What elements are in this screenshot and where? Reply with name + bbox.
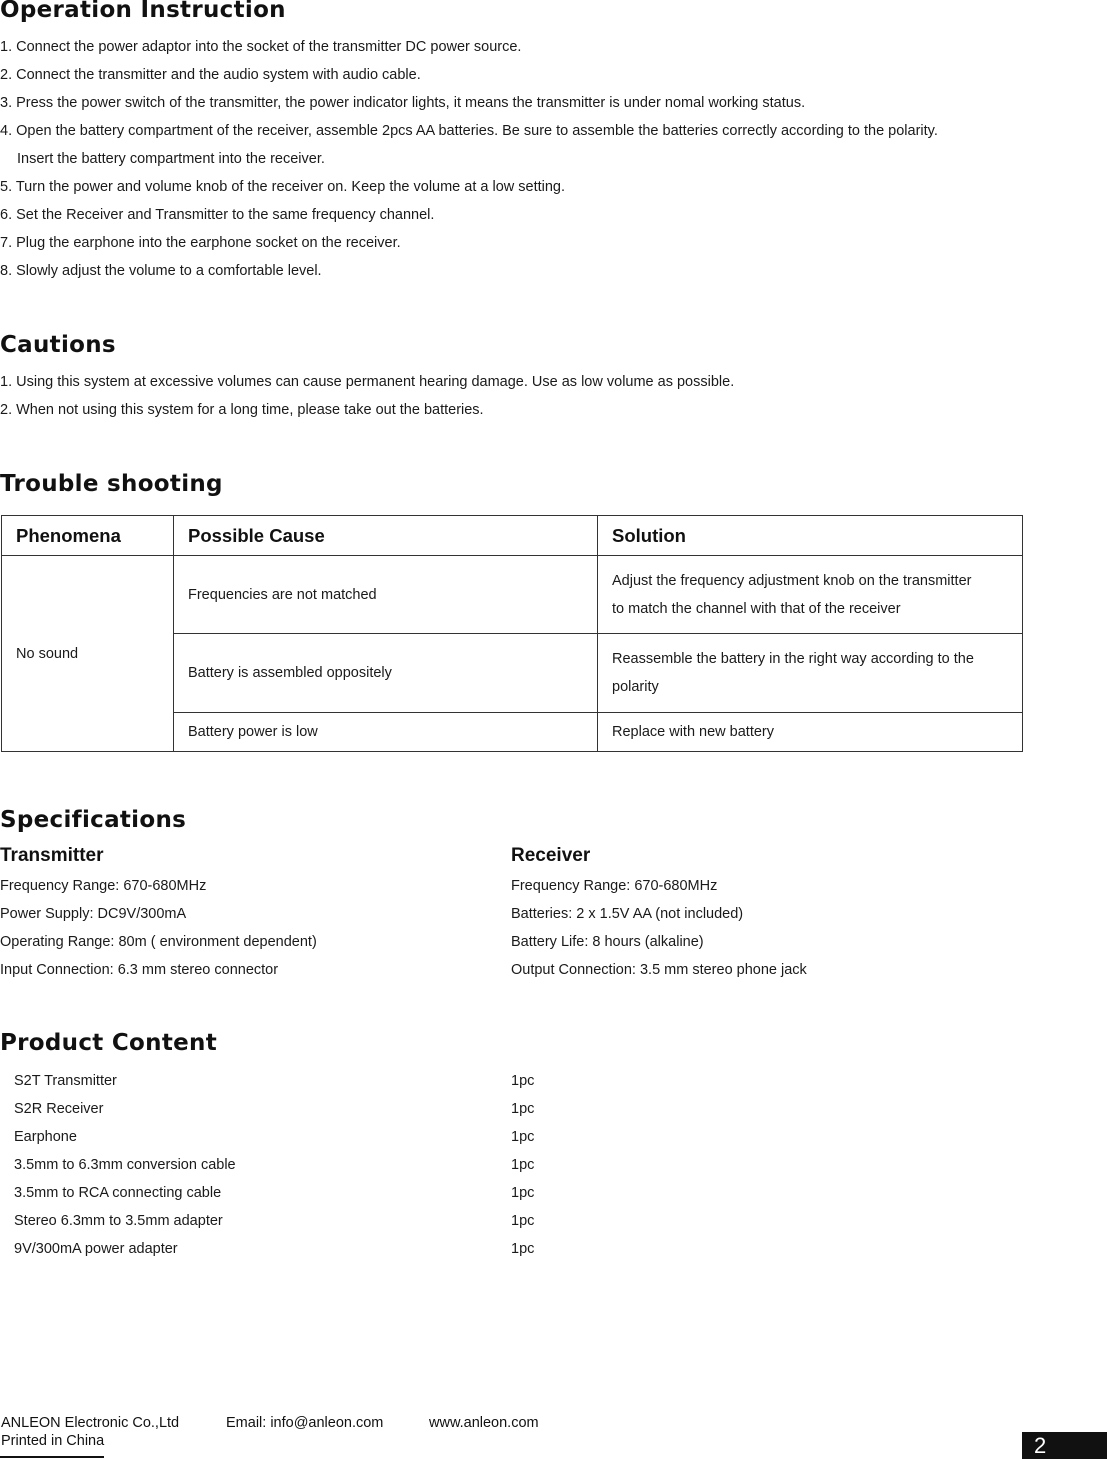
transmitter-spec: Power Supply: DC9V/300mA: [0, 906, 187, 922]
operation-step-2: 2. Connect the transmitter and the audio system with audio cable.: [0, 67, 421, 83]
content-item-name: S2R Receiver: [14, 1101, 104, 1117]
content-item-qty: 1pc: [511, 1185, 535, 1201]
solution-line: Adjust the frequency adjustment knob on the transmitter: [612, 572, 972, 589]
solution-cell: [598, 634, 1023, 713]
caution-item-1: 1. Using this system at excessive volumes can cause permanent hearing damage. Use as low volume as possible.: [0, 374, 735, 390]
receiver-spec: Battery Life: 8 hours (alkaline): [511, 934, 704, 950]
operation-step-4-continued: Insert the battery compartment into the receiver.: [17, 151, 325, 167]
footer-company: ANLEON Electronic Co.,Ltd: [1, 1415, 180, 1431]
solution-line: polarity: [612, 679, 659, 695]
operation-step-6: 6. Set the Receiver and Transmitter to the same frequency channel.: [0, 207, 435, 223]
transmitter-spec: Frequency Range: 670-680MHz: [0, 878, 207, 894]
phenomenon-cell: No sound: [2, 556, 174, 752]
header-solution: Solution: [598, 516, 1023, 556]
cause-cell: Battery is assembled oppositely: [174, 634, 598, 713]
footer-website: www.anleon.com: [429, 1415, 539, 1431]
content-item-name: 3.5mm to RCA connecting cable: [14, 1185, 222, 1201]
caution-item-2: 2. When not using this system for a long time, please take out the batteries.: [0, 402, 484, 418]
header-possible-cause: Possible Cause: [174, 516, 598, 556]
transmitter-spec: Operating Range: 80m ( environment dependent): [0, 934, 317, 950]
solution-line: Reassemble the battery in the right way according to the: [612, 651, 974, 667]
operation-step-7: 7. Plug the earphone into the earphone socket on the receiver.: [0, 235, 401, 251]
content-item-name: Stereo 6.3mm to 3.5mm adapter: [14, 1213, 223, 1229]
footer-rule: [0, 1456, 104, 1458]
content-item-qty: 1pc: [511, 1129, 535, 1145]
page-number: 2: [1022, 1432, 1107, 1459]
solution-cell: [598, 556, 1023, 634]
receiver-title: Receiver: [511, 845, 591, 866]
content-item-name: 9V/300mA power adapter: [14, 1241, 178, 1257]
footer-email: Email: info@anleon.com: [226, 1415, 384, 1431]
cautions-title: Cautions: [0, 332, 116, 358]
operation-step-1: 1. Connect the power adaptor into the socket of the transmitter DC power source.: [0, 39, 522, 55]
table-header-row: [2, 516, 1023, 556]
transmitter-title: Transmitter: [0, 845, 104, 866]
operation-step-8: 8. Slowly adjust the volume to a comfortable level.: [0, 263, 322, 279]
table-row: [2, 556, 1023, 634]
receiver-spec: Output Connection: 3.5 mm stereo phone jack: [511, 962, 807, 978]
product-content-title: Product Content: [0, 1030, 217, 1056]
operation-step-4: 4. Open the battery compartment of the receiver, assemble 2pcs AA batteries. Be sure to assemble the batteries correctly according to the polarity.: [0, 123, 938, 139]
content-item-name: S2T Transmitter: [14, 1073, 117, 1089]
content-item-name: 3.5mm to 6.3mm conversion cable: [14, 1157, 236, 1173]
trouble-table: [1, 515, 1023, 752]
content-item-qty: 1pc: [511, 1213, 535, 1229]
specifications-title: Specifications: [0, 807, 187, 833]
solution-cell: Replace with new battery: [598, 713, 1023, 752]
content-item-qty: 1pc: [511, 1241, 535, 1257]
content-item-qty: 1pc: [511, 1073, 535, 1089]
transmitter-spec: Input Connection: 6.3 mm stereo connector: [0, 962, 279, 978]
content-item-qty: 1pc: [511, 1157, 535, 1173]
operation-step-5: 5. Turn the power and volume knob of the receiver on. Keep the volume at a low setting.: [0, 179, 566, 195]
cause-cell: Frequencies are not matched: [174, 556, 598, 634]
receiver-spec: Frequency Range: 670-680MHz: [511, 878, 718, 894]
solution-line: to match the channel with that of the receiver: [612, 600, 901, 617]
content-item-name: Earphone: [14, 1129, 77, 1145]
operation-step-3: 3. Press the power switch of the transmitter, the power indicator lights, it means the transmitter is under nomal working status.: [0, 95, 806, 111]
operation-title: Operation Instruction: [0, 0, 286, 23]
content-item-qty: 1pc: [511, 1101, 535, 1117]
receiver-spec: Batteries: 2 x 1.5V AA (not included): [511, 906, 744, 922]
cause-cell: Battery power is low: [174, 713, 598, 752]
footer-printed: Printed in China: [1, 1433, 105, 1449]
header-phenomena: Phenomena: [2, 516, 174, 556]
trouble-title: Trouble shooting: [0, 471, 223, 497]
